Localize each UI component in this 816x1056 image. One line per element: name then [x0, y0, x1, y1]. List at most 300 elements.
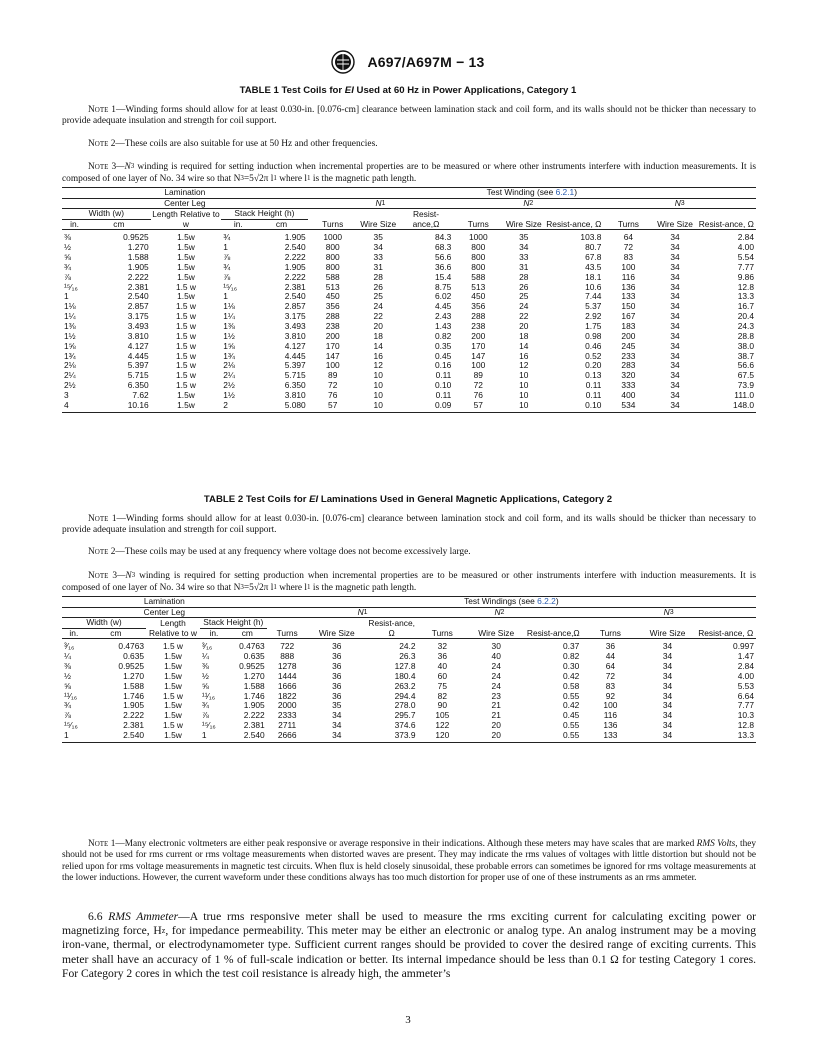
table-cell: 40: [437, 661, 447, 672]
table1-header-center-leg: Center Leg: [62, 198, 308, 209]
table1-title: [0, 85, 816, 96]
table-cell: 89: [473, 370, 483, 381]
table2-header-resistance: Resist-ance, Ω: [696, 618, 756, 639]
note-text: is the magnetic path length.: [310, 583, 417, 594]
table-cell: 16: [373, 350, 383, 361]
table-cell: 36: [332, 661, 342, 672]
table-cell: 43.5: [585, 261, 602, 272]
note-text: is the magnetic path length.: [310, 174, 417, 185]
table-cell: 3.175: [127, 311, 149, 322]
table-cell: 25: [519, 291, 529, 302]
table-cell: 5.53: [737, 680, 754, 691]
table-cell: 147: [471, 350, 486, 361]
table-cell: 35: [519, 232, 529, 243]
table-cell: 136: [603, 720, 618, 731]
table-cell: 18: [373, 330, 383, 341]
table-cell: 263.2: [394, 680, 416, 691]
table-cell: 111.0: [734, 389, 754, 400]
table-cell: 72: [605, 670, 616, 681]
table-cell: 34: [662, 670, 673, 681]
table-cell: 3.810: [127, 330, 149, 341]
table-cell: 1.905: [123, 700, 145, 711]
table-cell: 105: [435, 710, 450, 721]
table-cell: ⅜: [64, 661, 71, 672]
table-cell: 1666: [277, 680, 297, 691]
table-cell: 116: [621, 271, 636, 282]
table-cell: 5.715: [284, 370, 306, 381]
table2-header-n3: $N_3$: [581, 607, 756, 618]
table-cell: 2.84: [737, 661, 754, 672]
table-cell: 38.0: [737, 340, 754, 351]
table-cell: 356: [325, 301, 340, 312]
table-cell: ½: [64, 670, 71, 681]
table-cell: 0.35: [434, 340, 452, 351]
note-text: where l: [276, 174, 308, 185]
table-cell: 34: [662, 720, 673, 731]
table-cell: 12: [373, 360, 383, 371]
table-cell: 16: [519, 350, 529, 361]
note-formula: =5√2π l: [243, 583, 274, 594]
table-cell: 1.5 w: [162, 720, 183, 731]
table-cell: 67.8: [585, 252, 602, 263]
table-cell: 1¾: [64, 350, 76, 361]
table-cell: ⅝: [64, 680, 71, 691]
table2-header-turns: Turns: [267, 618, 308, 639]
table-cell: 1.5 w: [175, 320, 196, 331]
table-cell: 24: [491, 680, 501, 691]
table-cell: 56.6: [737, 360, 754, 371]
table-cell: 1.905: [284, 261, 306, 272]
note-label: Note 2: [88, 547, 116, 557]
table-cell: 6.350: [127, 380, 149, 391]
note-text: where l: [276, 583, 308, 594]
table-cell: 2.222: [123, 710, 145, 721]
table2-body: [62, 639, 756, 742]
table-cell: 72: [328, 380, 338, 391]
table-cell: 147: [325, 350, 340, 361]
table1-header-in: in.: [221, 219, 255, 230]
table-cell: 80.7: [585, 242, 602, 253]
table2-header-turns: Turns: [418, 618, 468, 639]
table-cell: 200: [325, 330, 340, 341]
table-cell: 4.445: [127, 350, 149, 361]
table1-header-n3: $N_3$: [603, 198, 756, 209]
table-cell: 34: [662, 710, 673, 721]
table-cell: 24: [491, 661, 501, 672]
table-cell: 100: [325, 360, 340, 371]
table-cell: 0.55: [525, 731, 581, 742]
table-cell: 513: [471, 281, 486, 292]
section-6-6: [62, 910, 756, 981]
table-cell: 2.84: [737, 232, 754, 243]
table-cell: 1½: [64, 330, 76, 341]
table-cell: ⅞: [201, 710, 209, 721]
table-cell: 0.98: [585, 330, 602, 341]
table2-header-stack-height: Stack Height (h): [200, 618, 267, 629]
table-cell: 34: [670, 311, 680, 322]
table1-header-wire-size: Wire Size: [653, 209, 696, 230]
table-cell: 8.75: [434, 281, 452, 292]
table1-header-lamination: Lamination: [62, 188, 308, 199]
table-cell: 1.5 w: [175, 360, 196, 371]
table-cell: 0.09: [399, 401, 454, 412]
table-cell: 1.588: [127, 252, 149, 263]
table-cell: 1⅛: [64, 301, 76, 312]
table-row: [62, 381, 756, 391]
table-cell: 2⅛: [64, 360, 76, 371]
table2-title-suffix: Laminations Used in General Magnetic Applications, Category 2: [318, 494, 613, 505]
table-cell: 170: [471, 340, 486, 351]
table-cell: 20: [373, 320, 383, 331]
table-cell: 31: [373, 261, 383, 272]
note-text: —N: [117, 571, 132, 581]
section-text: —A true rms responsive meter shall be used to measure the rms exciting current for calculating exciting power or magnetizing force, H: [62, 910, 756, 938]
table-cell: 450: [471, 291, 486, 302]
table-cell: 1.5w: [177, 261, 195, 272]
section-text: , for impedance permeability. This meter may be either an electronic or analog type. An analog instrument may be a moving iron-vane, thermal, or electrodynamometer type. Sufficient current ranges should be provided to cover the desired range of exciting currents. This meter shall have an accuracy of 1 % of full-scale indication or better. Its internal impedance should be less than 0.1 Ω for testing Category 1 cores. For Category 2 cores in which the test coil resistance is already high, the ammeter’s: [62, 924, 756, 980]
table1-header-in: in.: [62, 219, 87, 230]
table1-header-width: Width (w): [62, 209, 151, 220]
table-cell: 588: [471, 271, 486, 282]
table-cell: 32: [437, 641, 447, 652]
table-cell: 7.44: [585, 291, 602, 302]
table-cell: 233: [621, 350, 636, 361]
table2-header-lamination: Lamination: [62, 597, 267, 608]
table-cell: ¾: [64, 261, 71, 272]
table-cell: 2.540: [228, 731, 267, 742]
table-cell: 1.5 w: [162, 690, 183, 701]
table-cell: 33: [373, 252, 383, 263]
table-cell: 1.5w: [177, 389, 195, 400]
note-label: Note 2: [88, 139, 116, 149]
table-cell: 200: [621, 330, 636, 341]
table-cell: 36.6: [434, 261, 452, 272]
table-cell: 64: [623, 232, 634, 243]
table-cell: 72: [473, 380, 483, 391]
table-cell: 1822: [277, 690, 297, 701]
table-cell: 5.54: [737, 252, 754, 263]
table-cell: 400: [621, 389, 636, 400]
note-text: winding is required for setting induction when incremental properties are to be measured or where other instruments interfere with induction measurements. It is composed of one layer of No. 34 wire so that N: [62, 162, 756, 185]
table-cell: 1.5 w: [175, 340, 196, 351]
table-row: [62, 312, 756, 322]
table-cell: 1.5 w: [175, 330, 196, 341]
table-cell: 34: [670, 281, 680, 292]
table2-header-cm: cm: [86, 628, 146, 639]
table-row: [62, 639, 756, 652]
table-cell: 2.381: [123, 720, 145, 731]
table-cell: 1.5w: [164, 661, 182, 672]
table-cell: 34: [662, 700, 673, 711]
document-header: [0, 50, 816, 74]
table1-header-turns: Turns: [453, 209, 503, 230]
table-cell: 35: [332, 700, 342, 711]
table-cell: 34: [662, 641, 673, 652]
table-cell: 2.540: [86, 731, 146, 742]
table-cell: ⅞: [64, 710, 71, 721]
reference-link-6-2-1[interactable]: 6.2.1: [555, 187, 575, 197]
table-cell: 2½: [64, 380, 76, 391]
table-cell: 100: [471, 360, 486, 371]
table1-header-turns: Turns: [603, 209, 653, 230]
table1-header-n2: $N_2$: [453, 198, 603, 209]
table2-header-n2: $N_2$: [418, 607, 582, 618]
table-cell: 0.9525: [239, 661, 265, 672]
note-label: Note 1: [88, 839, 116, 849]
table-cell: ¼: [201, 651, 209, 662]
table-cell: 83: [605, 680, 616, 691]
table-cell: ¹¹⁄₁₆: [64, 690, 78, 701]
table-cell: 4.445: [284, 350, 306, 361]
table-cell: 170: [325, 340, 340, 351]
table2-title-prefix: TABLE 2 Test Coils for: [203, 494, 310, 505]
table-cell: ½: [201, 670, 209, 681]
table-cell: 64: [605, 661, 616, 672]
table-cell: 2.540: [127, 291, 149, 302]
table-cell: 1.5 w: [175, 301, 196, 312]
table-cell: ¾: [223, 232, 231, 243]
table-cell: ⅝: [64, 252, 71, 263]
table-cell: ¹⁵⁄₁₆: [201, 720, 216, 731]
note-text: —These coils may be used at any frequency where voltage does not become excessively large.: [115, 547, 471, 557]
table-cell: 2711: [278, 720, 297, 731]
table-cell: 23: [491, 690, 501, 701]
table-cell: 0.9525: [118, 661, 145, 672]
table-cell: ¹⁵⁄₁₆: [64, 281, 78, 292]
table-cell: 34: [670, 261, 680, 272]
table-cell: 12.8: [737, 281, 754, 292]
table-row: [62, 230, 756, 243]
table-cell: 4.127: [127, 340, 149, 351]
table-cell: 0.37: [563, 641, 580, 652]
table-cell: 20.4: [737, 311, 754, 322]
table-cell: 38.7: [737, 350, 754, 361]
table-cell: 24: [519, 301, 529, 312]
table-cell: 0.10: [434, 380, 452, 391]
table-cell: ⅝: [201, 680, 209, 691]
table-cell: 31: [519, 261, 529, 272]
table-cell: 288: [325, 311, 340, 322]
table-cell: 800: [325, 242, 340, 253]
table-row: [62, 352, 756, 362]
table-cell: 34: [670, 301, 680, 312]
table-cell: 1½: [223, 330, 235, 341]
table-cell: 122: [435, 720, 450, 731]
table-cell: 200: [471, 330, 486, 341]
table-cell: 1.5w: [177, 252, 195, 263]
table-cell: 1.43: [434, 320, 452, 331]
table-cell: 1.5w: [164, 670, 182, 681]
table-cell: 28.8: [737, 330, 754, 341]
table2-header-length: Length Relative to w: [146, 618, 200, 639]
table-cell: 0.45: [434, 350, 452, 361]
table-cell: 1000: [468, 232, 488, 243]
table-cell: 4.127: [284, 340, 306, 351]
note-label: Note 1: [88, 105, 116, 115]
table-cell: 34: [662, 690, 673, 701]
table-row: [62, 302, 756, 312]
table-cell: 10: [519, 370, 529, 381]
table-cell: 294.4: [394, 690, 416, 701]
table-cell: 20: [491, 720, 501, 731]
table-row: [62, 322, 756, 332]
table-cell: 3.493: [284, 320, 306, 331]
table-cell: 245: [621, 340, 636, 351]
table-cell: 800: [471, 252, 486, 263]
table-cell: ¾: [201, 700, 209, 711]
table-cell: 34: [662, 651, 673, 662]
table-cell: 90: [437, 700, 447, 711]
table-cell: 89: [328, 370, 338, 381]
table-cell: 0.45: [563, 710, 580, 721]
table-cell: 1: [64, 291, 69, 302]
table-cell: 34: [332, 710, 342, 721]
table-cell: 72: [623, 242, 634, 253]
table-cell: 0.11: [585, 380, 602, 391]
table-cell: 1: [62, 731, 86, 742]
table-cell: 7.77: [737, 261, 754, 272]
table-cell: 24: [373, 301, 383, 312]
table-cell: 2.381: [243, 720, 265, 731]
table-cell: 374.6: [394, 720, 416, 731]
table-cell: 3.493: [127, 320, 149, 331]
table-cell: 67.5: [737, 370, 754, 381]
voltmeter-note: [62, 839, 756, 885]
table-cell: 13.3: [737, 291, 754, 302]
reference-link-6-2-2[interactable]: 6.2.2: [537, 596, 556, 606]
table-cell: 136: [621, 281, 636, 292]
table-cell: 1.905: [284, 232, 306, 243]
note-label: Note 3: [88, 162, 117, 172]
table-cell: 150: [621, 301, 636, 312]
table-cell: 34: [373, 242, 383, 253]
table1-note-1: [62, 105, 756, 128]
table-cell: 1.5 w: [162, 641, 183, 652]
table-cell: 20: [467, 731, 525, 742]
table-cell: 800: [471, 242, 486, 253]
table-cell: 0.4763: [118, 641, 145, 652]
table-cell: 4.00: [737, 242, 754, 253]
table-cell: 10: [519, 380, 529, 391]
table-cell: 36: [332, 651, 342, 662]
note-label: Note 1: [88, 514, 117, 524]
table-cell: 18.1: [585, 271, 602, 282]
table-cell: 1¼: [223, 311, 235, 322]
table-cell: 2.857: [284, 301, 306, 312]
table-cell: 2666: [267, 731, 308, 742]
table-cell: 1.5 w: [175, 370, 196, 381]
table-cell: 34: [670, 350, 680, 361]
table-cell: 36: [332, 680, 342, 691]
table-cell: 1¾: [223, 350, 235, 361]
table2-header-test-windings: Test Windings (see 6.2.2): [267, 597, 756, 608]
table1-title-suffix: Used at 60 Hz in Power Applications, Category 1: [353, 85, 577, 96]
table-cell: 1.5w: [177, 271, 195, 282]
table-cell: 1.270: [243, 670, 265, 681]
table2-header-width: Width (w): [62, 618, 146, 629]
table-cell: 133: [581, 731, 639, 742]
table-cell: 28: [519, 271, 529, 282]
table-cell: 28: [373, 271, 383, 282]
note-text: —Winding forms should allow for at least 0.030-in. [0.076-cm] clearance between lamination stack and coil form, and its walls should not be thicker than necessary to provide adequate insulation and strength for coil support.: [62, 105, 756, 127]
table1-header-resistance: Resist-ance,Ω: [399, 209, 454, 230]
table2-header-resistance: Resist-ance,Ω: [525, 618, 581, 639]
table2-header-resistance: Resist-ance, Ω: [366, 618, 418, 639]
table-cell: 34: [670, 340, 680, 351]
table-cell: 0.46: [585, 340, 602, 351]
table-cell: 76: [328, 389, 338, 400]
table1-header-wire-size: Wire Size: [358, 209, 399, 230]
table2-header-in: in.: [200, 628, 228, 639]
table-cell: 2.222: [284, 271, 306, 282]
table-cell: 1.5 w: [175, 380, 196, 391]
table-row: [62, 342, 756, 352]
table-cell: 1⅜: [64, 320, 76, 331]
table-cell: 10.3: [737, 710, 754, 721]
table-cell: ¼: [64, 651, 71, 662]
table-cell: 24.2: [399, 641, 416, 652]
table-cell: 2000: [277, 700, 297, 711]
table-cell: 34: [519, 242, 529, 253]
table-cell: 0.82: [563, 651, 580, 662]
table-cell: 34: [662, 680, 673, 691]
table-cell: 4.45: [434, 301, 452, 312]
table-row: [62, 263, 756, 273]
table-cell: ¹⁵⁄₁₆: [64, 720, 78, 731]
table-cell: 22: [519, 311, 529, 322]
table-cell: 13.3: [696, 731, 756, 742]
table-cell: 34: [662, 661, 673, 672]
table-cell: 1.5 w: [175, 350, 196, 361]
table-cell: 588: [325, 271, 340, 282]
table-cell: 12: [519, 360, 529, 371]
table2-note-1: [62, 514, 756, 537]
table-cell: 83: [623, 252, 634, 263]
table-cell: 278.0: [394, 700, 416, 711]
table-cell: 36: [332, 641, 342, 652]
table-cell: 0.11: [585, 389, 602, 400]
table-cell: 100: [621, 261, 636, 272]
table-cell: 3.810: [284, 330, 306, 341]
note-text: , they should not be used for rms current or rms voltage measurements when distorted waves are present. They may indicate the rms values of voltages with little distortion but should not be relied upon for rms voltage measurements in magnetic test circuits. When flux is held closely sinusoidal, these probable errors can sometimes be ignored for rms voltage measurements at the lower inductions. However, the current waveform under these conditions always has too much distortion for proper use of one of these instruments as an rms ammeter.: [62, 839, 757, 884]
note-formula: =5√2π l: [243, 174, 274, 185]
table-cell: 34: [670, 380, 680, 391]
table-cell: 26.3: [399, 651, 416, 662]
table1-header-cm: cm: [87, 219, 151, 230]
table-cell: ³⁄₁₆: [64, 641, 75, 652]
table-cell: 2.222: [243, 710, 265, 721]
note-emphasis: RMS Volts: [696, 839, 736, 849]
table-cell: 1.588: [123, 680, 145, 691]
table1-header-cm: cm: [255, 219, 307, 230]
table-cell: 57: [308, 401, 358, 412]
table-row: [62, 292, 756, 302]
table-cell: 1.75: [585, 320, 602, 331]
table-cell: 36: [437, 651, 447, 662]
table-cell: 14: [373, 340, 383, 351]
table-cell: 283: [621, 360, 636, 371]
table-cell: 1: [200, 731, 228, 742]
table-cell: 2¼: [64, 370, 76, 381]
table2-header-turns: Turns: [581, 618, 639, 639]
table-cell: 2333: [277, 710, 297, 721]
table-cell: 10: [373, 389, 383, 400]
table-cell: 34: [308, 731, 366, 742]
table-cell: 10: [373, 370, 383, 381]
table-cell: 800: [325, 261, 340, 272]
table-cell: 0.13: [585, 370, 602, 381]
table-cell: ¹¹⁄₁₆: [201, 690, 216, 701]
